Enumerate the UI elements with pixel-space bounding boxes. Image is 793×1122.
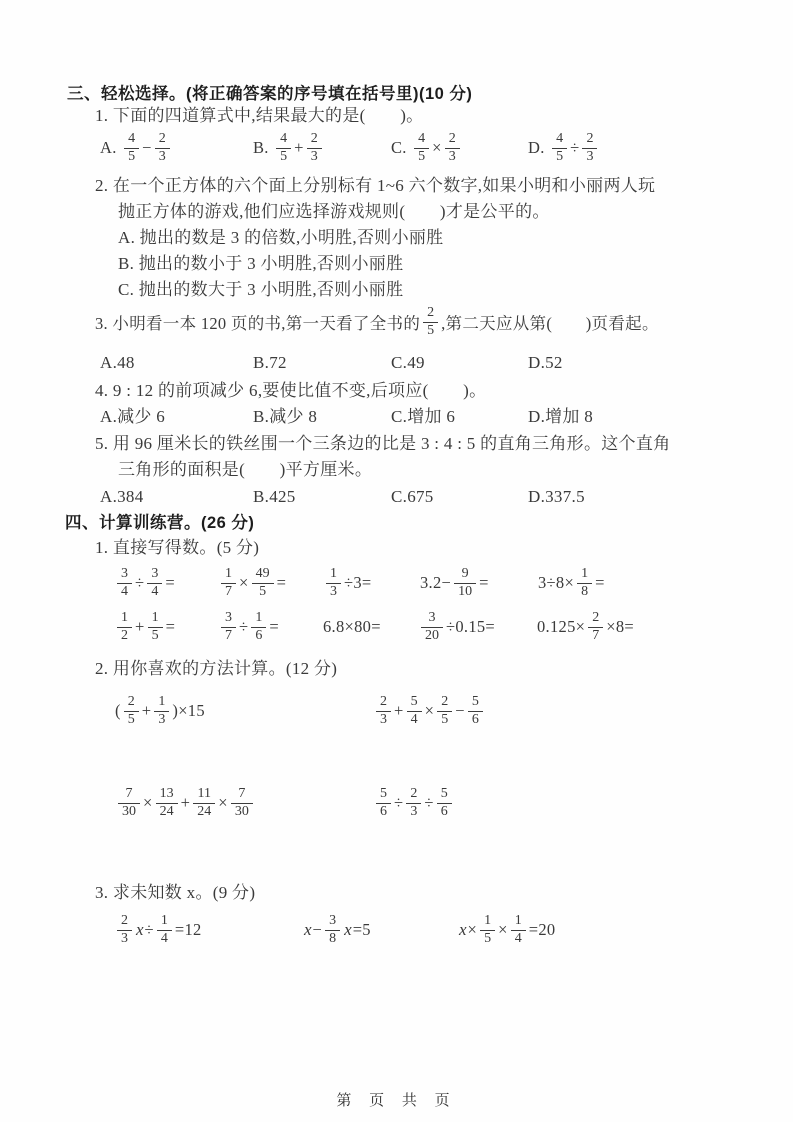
q5-option-a: A.384 bbox=[100, 487, 144, 506]
q2-stem-line1: 2. 在一个正方体的六个面上分别标有 1~6 六个数字,如果小明和小丽两人玩 bbox=[95, 176, 656, 195]
q5-stem-line2: 三角形的面积是( )平方厘米。 bbox=[118, 460, 373, 479]
calc-2-expr-1: ( $\frac{2}{5}$ + $\frac{1}{3}$ )×15 bbox=[115, 694, 205, 727]
q2-stem-line2: 抛正方体的游戏,他们应选择游戏规则( )才是公平的。 bbox=[118, 202, 550, 221]
calc-1-item-3: $\frac{1}{3}$ ÷3= bbox=[323, 566, 372, 601]
q1-option-b: B. $\frac{4}{5}$ + $\frac{2}{3}$ bbox=[253, 131, 325, 166]
q4-option-b: B.减少 8 bbox=[253, 407, 318, 426]
q1-option-d: D. $\frac{4}{5}$ ÷ $\frac{2}{3}$ bbox=[528, 131, 600, 166]
calc-1-item-7: $\frac{3}{7}$ ÷ $\frac{1}{6}$ = bbox=[218, 610, 279, 645]
q1-option-a: A. $\frac{4}{5}$ − $\frac{2}{3}$ bbox=[100, 131, 173, 166]
q4-stem: 4. 9 : 12 的前项减少 6,要使比值不变,后项应( )。 bbox=[95, 381, 487, 400]
q2-option-a: A. 抛出的数是 3 的倍数,小明胜,否则小丽胜 bbox=[118, 228, 444, 247]
section-calc-heading: 四、计算训练营。(26 分) bbox=[65, 514, 255, 532]
q3-option-c: C.49 bbox=[391, 353, 425, 372]
q5-option-c: C.675 bbox=[391, 487, 434, 506]
q3-option-b: B.72 bbox=[253, 353, 287, 372]
q3-option-d: D.52 bbox=[528, 353, 563, 372]
calc-1-item-4: 3.2− $\frac{9}{10}$ = bbox=[420, 566, 489, 599]
calc-part1-title: 1. 直接写得数。(5 分) bbox=[95, 538, 260, 557]
q5-option-b: B.425 bbox=[253, 487, 296, 506]
calc-part2-title: 2. 用你喜欢的方法计算。(12 分) bbox=[95, 659, 338, 678]
calc-1-item-6: $\frac{1}{2}$ + $\frac{1}{5}$ = bbox=[114, 610, 175, 645]
calc-1-item-9: $\frac{3}{20}$ ÷0.15= bbox=[418, 610, 495, 645]
q1-stem: 1. 下面的四道算式中,结果最大的是( )。 bbox=[95, 106, 424, 125]
page-footer: 第 页 共 页 bbox=[336, 1093, 457, 1109]
equation-2: x − $\frac{3}{8}$ x =5 bbox=[304, 913, 371, 946]
q4-option-a: A.减少 6 bbox=[100, 407, 166, 426]
calc-part3-title: 3. 求未知数 x。(9 分) bbox=[95, 883, 256, 902]
calc-2-expr-4: $\frac{5}{6}$ ÷ $\frac{2}{3}$ ÷ $\frac{5}{6}$ bbox=[373, 786, 455, 821]
q4-option-c: C.增加 6 bbox=[391, 407, 456, 426]
calc-1-item-2: $\frac{1}{7}$ × $\frac{49}{5}$ = bbox=[218, 566, 286, 601]
calc-1-item-5: 3÷8× $\frac{1}{8}$ = bbox=[538, 566, 605, 599]
calc-2-expr-2: $\frac{2}{3}$ + $\frac{5}{4}$ × $\frac{2}{5}$ − $\frac{5}{6}$ bbox=[373, 694, 486, 729]
section-choice-heading: 三、轻松选择。(将正确答案的序号填在括号里)(10 分) bbox=[67, 85, 473, 103]
calc-1-item-1: $\frac{3}{4}$ ÷ $\frac{3}{4}$ = bbox=[114, 566, 175, 601]
q3-option-a: A.48 bbox=[100, 353, 135, 372]
equation-1: $\frac{2}{3}$ x ÷ $\frac{1}{4}$ =12 bbox=[114, 913, 202, 948]
calc-2-expr-3: $\frac{7}{30}$ × $\frac{13}{24}$ + $\frac{11}{24}$ × $\frac{7}{30}$ bbox=[115, 786, 256, 821]
q3-stem: 3. 小明看一本 120 页的书,第一天看了全书的 $\frac{2}{5}$ ,第二天应从第( )页看起。 bbox=[95, 305, 659, 338]
q1-option-c: C. $\frac{4}{5}$ × $\frac{2}{3}$ bbox=[391, 131, 463, 166]
calc-1-item-8: 6.8×80= bbox=[323, 617, 381, 636]
q5-stem-line1: 5. 用 96 厘米长的铁丝围一个三条边的比是 3 : 4 : 5 的直角三角形。这个直角 bbox=[95, 434, 671, 453]
q5-option-d: D.337.5 bbox=[528, 487, 585, 506]
equation-3: x × $\frac{1}{5}$ × $\frac{1}{4}$ =20 bbox=[459, 913, 556, 946]
q2-option-b: B. 抛出的数小于 3 小明胜,否则小丽胜 bbox=[118, 254, 404, 273]
calc-1-item-10: 0.125× $\frac{2}{7}$ ×8= bbox=[537, 610, 634, 643]
q2-option-c: C. 抛出的数大于 3 小明胜,否则小丽胜 bbox=[118, 280, 404, 299]
q4-option-d: D.增加 8 bbox=[528, 407, 594, 426]
